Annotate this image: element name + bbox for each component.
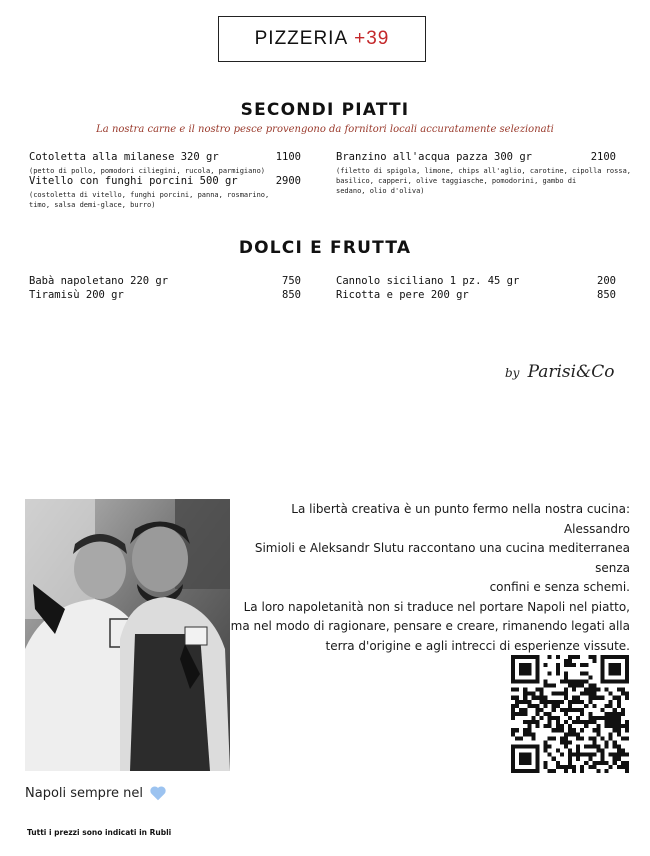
menu-item-price: 2900	[275, 175, 301, 187]
menu-item-description: (costoletta di vitello, funghi porcini, panna, rosmarino,	[29, 191, 270, 199]
menu-item-price: 850	[597, 289, 616, 301]
menu-item-name: Branzino all'acqua pazza 300 gr	[336, 151, 532, 163]
menu-item-name: Ricotta e pere 200 gr	[336, 289, 469, 301]
menu-item-price: 1100	[275, 151, 301, 163]
section-title-dolci: DOLCI E FRUTTA	[238, 238, 412, 258]
story-line: terra d'origine e agli intrecci di esperienze vissute.	[325, 638, 630, 653]
menu-item-price: 850	[282, 289, 301, 301]
story-line: Simioli e Aleksandr Slutu raccontano una cucina mediterranea senza	[254, 541, 630, 575]
story-line: ma nel modo di ragionare, pensare e creare, rimanendo legati alla	[230, 619, 630, 633]
heart-icon	[149, 785, 167, 801]
menu-item-price: 750	[282, 275, 301, 287]
menu-item-name: Babà napoletano 220 gr	[29, 275, 169, 287]
menu-item-price: 200	[597, 275, 616, 287]
logo-number: +39	[354, 28, 390, 49]
menu-item-name: Cannolo siciliano 1 pz. 45 gr	[336, 275, 520, 287]
menu-item-description: (petto di pollo, pomodori ciliegini, rucola, parmigiano)	[29, 167, 266, 175]
tagline-text: Napoli sempre nel	[25, 785, 143, 801]
logo-name: PIZZERIA	[254, 28, 349, 49]
menu-item-description: timo, salsa demi-glace, burro)	[29, 201, 156, 209]
menu-item-description: sedano, olio d'oliva)	[336, 187, 425, 195]
prices-note: Tutti i prezzi sono indicati in Rubli	[27, 828, 172, 837]
signature-by: by	[505, 366, 520, 380]
chefs-photo	[25, 499, 230, 771]
menu-item-name: Tiramisù 200 gr	[29, 289, 124, 301]
tagline	[25, 785, 167, 801]
menu-item-price: 2100	[590, 151, 616, 163]
section-subtitle-secondi: La nostra carne e il nostro pesce provengono da fornitori locali accuratamente selezionati	[96, 124, 554, 135]
story-line: La loro napoletanità non si traduce nel portare Napoli nel piatto,	[243, 599, 630, 614]
signature	[505, 362, 614, 382]
menu-item-description: (filetto di spigola, limone, chips all'aglio, carotine, cipolla rossa,	[336, 167, 632, 175]
logo	[218, 16, 426, 62]
signature-brand: Parisi&Co	[527, 362, 615, 382]
story-line: La libertà creativa è un punto fermo nella nostra cucina: Alessandro	[291, 502, 630, 536]
story-line: confini e senza schemi.	[489, 580, 630, 594]
menu-item-name: Vitello con funghi porcini 500 gr	[29, 175, 238, 187]
menu-item-description: basilico, capperi, olive taggiasche, pomodorini, gambo di	[336, 177, 577, 185]
chefs-story	[230, 500, 630, 656]
menu-item-name: Cotoletta alla milanese 320 gr	[29, 151, 219, 163]
qr-code[interactable]	[511, 655, 629, 773]
section-title-secondi: SECONDI PIATTI	[240, 100, 410, 120]
